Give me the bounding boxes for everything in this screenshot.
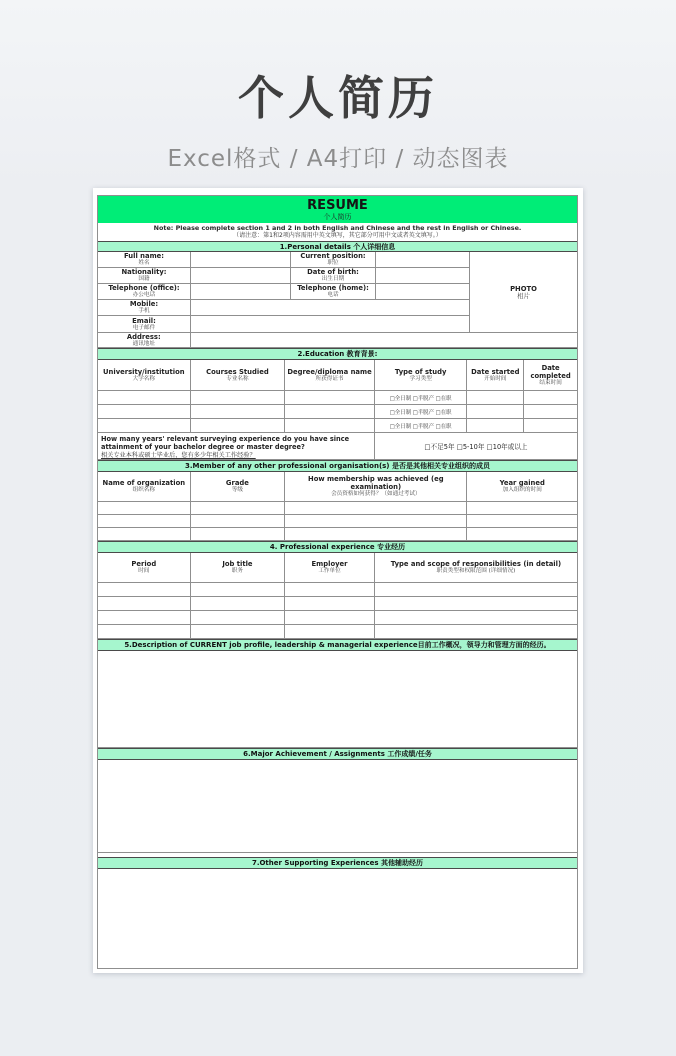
experience-row xyxy=(98,611,577,625)
table-cell[interactable] xyxy=(191,502,286,514)
table-cell[interactable] xyxy=(98,528,191,540)
edu-col-date-started: Date started 开始时间 xyxy=(467,360,524,390)
table-cell[interactable] xyxy=(285,597,375,610)
page-subtitle: Excel格式 / A4打印 / 动态图表 xyxy=(167,146,509,172)
table-cell[interactable] xyxy=(191,583,286,596)
edu-col-date-completed: Date completed 结束时间 xyxy=(530,363,571,386)
exp-col-job-title: Job title 职务 xyxy=(191,553,286,582)
label-current-position: Current position: 职位 xyxy=(291,252,376,267)
table-cell[interactable] xyxy=(467,391,524,404)
table-cell[interactable] xyxy=(191,515,286,527)
achievements-area xyxy=(98,760,577,853)
experience-options[interactable]: □不足5年 □5-10年 □10年或以上 xyxy=(424,443,528,451)
input-current-position[interactable] xyxy=(376,252,469,267)
table-cell[interactable] xyxy=(98,419,191,432)
resume-title-bar xyxy=(98,196,577,223)
input-mobile[interactable] xyxy=(191,300,469,315)
table-cell[interactable] xyxy=(524,391,577,404)
personal-details-block xyxy=(98,252,577,332)
mem-col-how-achieved: How membership was achieved (eg examination) 会员资格如何获得？（如通过考试） xyxy=(285,472,467,501)
resume-note-en: Note: Please complete section 1 and 2 in both English and Chinese and the rest in English or Chinese. xyxy=(153,224,522,232)
edu-col-degree: Degree/diploma name 所获得证书 xyxy=(285,360,375,390)
exp-col-period: Period 时间 xyxy=(98,553,191,582)
table-cell[interactable] xyxy=(467,502,577,514)
label-date-of-birth: Date of birth: 出生日期 xyxy=(291,268,376,283)
personal-left-grid xyxy=(98,252,469,332)
table-cell[interactable] xyxy=(467,419,524,432)
input-address[interactable] xyxy=(191,333,577,347)
experience-question-row xyxy=(98,433,577,460)
label-nationality: Nationality: 国籍 xyxy=(98,268,191,283)
table-cell[interactable] xyxy=(285,419,375,432)
table-cell[interactable] xyxy=(98,502,191,514)
table-cell[interactable] xyxy=(98,625,191,638)
education-row xyxy=(98,419,577,433)
mem-col-grade: Grade 等级 xyxy=(191,472,286,501)
resume-title-zh: 个人简历 xyxy=(323,213,352,221)
experience-row xyxy=(98,583,577,597)
resume-title-en: RESUME xyxy=(307,198,368,213)
table-cell[interactable] xyxy=(375,625,577,638)
table-cell[interactable] xyxy=(285,515,467,527)
photo-placeholder[interactable]: PHOTO 相片 xyxy=(469,252,577,332)
current-job-area xyxy=(98,651,577,748)
resume-note-zh: （请注意：第1和2项内容需用中英文填写，其它部分可用中文或者英文填写。） xyxy=(233,232,442,239)
label-telephone-home: Telephone (home): 电话 xyxy=(291,284,376,299)
input-date-of-birth[interactable] xyxy=(376,268,469,283)
input-email[interactable] xyxy=(191,316,469,332)
mem-col-year-gained: Year gained 加入组织的时间 xyxy=(499,479,545,493)
table-cell[interactable] xyxy=(191,611,286,624)
table-cell[interactable] xyxy=(191,625,286,638)
education-header-row xyxy=(98,360,577,391)
table-cell[interactable] xyxy=(98,597,191,610)
label-email: Email: 电子邮件 xyxy=(98,316,191,332)
edu-col-courses: Courses Studied 专业名称 xyxy=(191,360,286,390)
section-header-experience: 4. Professional experience 专业经历 xyxy=(98,541,577,553)
other-textarea[interactable] xyxy=(98,869,577,968)
table-cell[interactable] xyxy=(191,405,286,418)
table-cell[interactable] xyxy=(285,502,467,514)
input-nationality[interactable] xyxy=(191,268,291,283)
table-cell[interactable] xyxy=(191,528,286,540)
table-cell[interactable] xyxy=(467,528,577,540)
edu-col-type: Type of study 学习类型 xyxy=(375,360,468,390)
label-telephone-office: Telephone (office): 办公电话 xyxy=(98,284,191,299)
label-mobile: Mobile: 手机 xyxy=(98,300,191,315)
table-cell[interactable] xyxy=(98,391,191,404)
table-cell[interactable] xyxy=(285,625,375,638)
section-header-membership: 3.Member of any other professional organisation(s) 是否是其他相关专业组织的成员 xyxy=(98,460,577,472)
page-title: 个人简历 xyxy=(238,71,438,125)
table-cell[interactable] xyxy=(467,405,524,418)
exp-col-responsibilities: Type and scope of responsibilities (in detail) 职责类型和权限范围 (详细情况) xyxy=(390,560,562,574)
study-type-options[interactable]: □全日制 □半脱产 □在职 xyxy=(375,405,468,418)
table-cell[interactable] xyxy=(98,405,191,418)
experience-question: How many years' relevant surveying experience do you have since attainment of your bachelor degree or master degree? 相关专业本科或硕士毕业后，您有多少年相关工作经验？ xyxy=(98,433,375,459)
table-cell[interactable] xyxy=(98,515,191,527)
membership-row xyxy=(98,502,577,515)
resume-sheet xyxy=(97,195,578,969)
experience-header-row xyxy=(98,553,577,583)
table-cell[interactable] xyxy=(524,419,577,432)
label-address: Address: 通讯地址 xyxy=(98,333,191,347)
mem-col-organization: Name of organization 组织名称 xyxy=(98,472,191,501)
study-type-options[interactable]: □全日制 □半脱产 □在职 xyxy=(375,391,468,404)
section-header-education: 2.Education 教育背景: xyxy=(98,348,577,360)
current-job-textarea[interactable] xyxy=(98,651,577,747)
section-header-current-job: 5.Description of CURRENT job profile, leadership & managerial experience目前工作概况，领导力和管理方面的经历。 xyxy=(98,639,577,651)
table-cell[interactable] xyxy=(191,597,286,610)
address-row xyxy=(98,332,577,348)
table-cell[interactable] xyxy=(98,611,191,624)
table-cell[interactable] xyxy=(467,515,577,527)
section-header-personal: 1.Personal details 个人详细信息 xyxy=(98,241,577,252)
table-cell[interactable] xyxy=(285,583,375,596)
table-cell[interactable] xyxy=(375,583,577,596)
membership-row xyxy=(98,528,577,541)
other-area xyxy=(98,869,577,968)
table-cell[interactable] xyxy=(98,583,191,596)
table-cell[interactable] xyxy=(191,391,286,404)
education-row xyxy=(98,391,577,405)
table-cell[interactable] xyxy=(191,419,286,432)
resume-note xyxy=(98,223,577,241)
table-cell[interactable] xyxy=(524,405,577,418)
table-cell[interactable] xyxy=(375,611,577,624)
experience-row xyxy=(98,597,577,611)
label-full-name: Full name: 姓名 xyxy=(98,252,191,267)
input-full-name[interactable] xyxy=(191,252,291,267)
exp-col-employer: Employer 工作单位 xyxy=(285,553,375,582)
table-cell[interactable] xyxy=(285,405,375,418)
membership-header-row xyxy=(98,472,577,502)
resume-document-preview xyxy=(93,188,583,973)
study-type-options[interactable]: □全日制 □半脱产 □在职 xyxy=(375,419,468,432)
edu-col-university: University/institution 大学名称 xyxy=(98,360,191,390)
section-header-achievements: 6.Major Achievement / Assignments 工作成绩/任务 xyxy=(98,748,577,760)
input-telephone-home[interactable] xyxy=(376,284,469,299)
membership-row xyxy=(98,515,577,528)
experience-row xyxy=(98,625,577,639)
table-cell[interactable] xyxy=(285,528,467,540)
achievements-textarea[interactable] xyxy=(98,760,577,852)
table-cell[interactable] xyxy=(375,597,577,610)
table-cell[interactable] xyxy=(285,611,375,624)
education-row xyxy=(98,405,577,419)
page-header xyxy=(0,62,676,173)
table-cell[interactable] xyxy=(285,391,375,404)
input-telephone-office[interactable] xyxy=(191,284,291,299)
section-header-other: 7.Other Supporting Experiences 其他辅助经历 xyxy=(98,857,577,869)
